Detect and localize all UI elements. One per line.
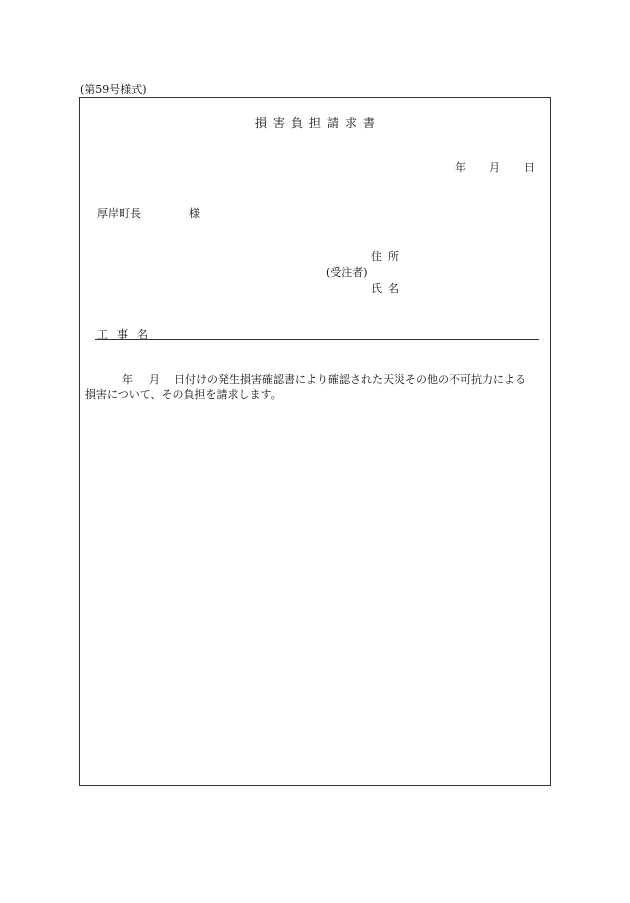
form-frame bbox=[79, 97, 551, 786]
applicant-name-label: 氏名 bbox=[371, 282, 405, 295]
date-year-label: 年 bbox=[455, 161, 466, 174]
addressee-name: 厚岸町長 bbox=[97, 207, 141, 220]
project-name-underline bbox=[95, 339, 539, 340]
project-name-label: 工事名 bbox=[97, 328, 157, 341]
statement-month: 月 bbox=[149, 373, 160, 386]
form-title: 損害負担請求書 bbox=[254, 116, 381, 130]
date-day-label: 日 bbox=[524, 161, 535, 174]
statement-year: 年 bbox=[122, 373, 133, 386]
statement-text-1: 日付けの発生損害確認書により確認された天災その他の不可抗力による bbox=[174, 373, 526, 386]
request-statement-line-1 bbox=[85, 372, 547, 387]
request-statement bbox=[85, 372, 547, 402]
date-month-label: 月 bbox=[489, 161, 500, 174]
addressee-honorific: 様 bbox=[189, 207, 200, 220]
contractor-role-label: (受注者) bbox=[326, 266, 368, 279]
address-label: 住所 bbox=[371, 250, 405, 263]
request-statement-line-2: 損害について、その負担を請求します。 bbox=[85, 388, 282, 401]
form-number-label: (第59号様式) bbox=[80, 83, 147, 96]
